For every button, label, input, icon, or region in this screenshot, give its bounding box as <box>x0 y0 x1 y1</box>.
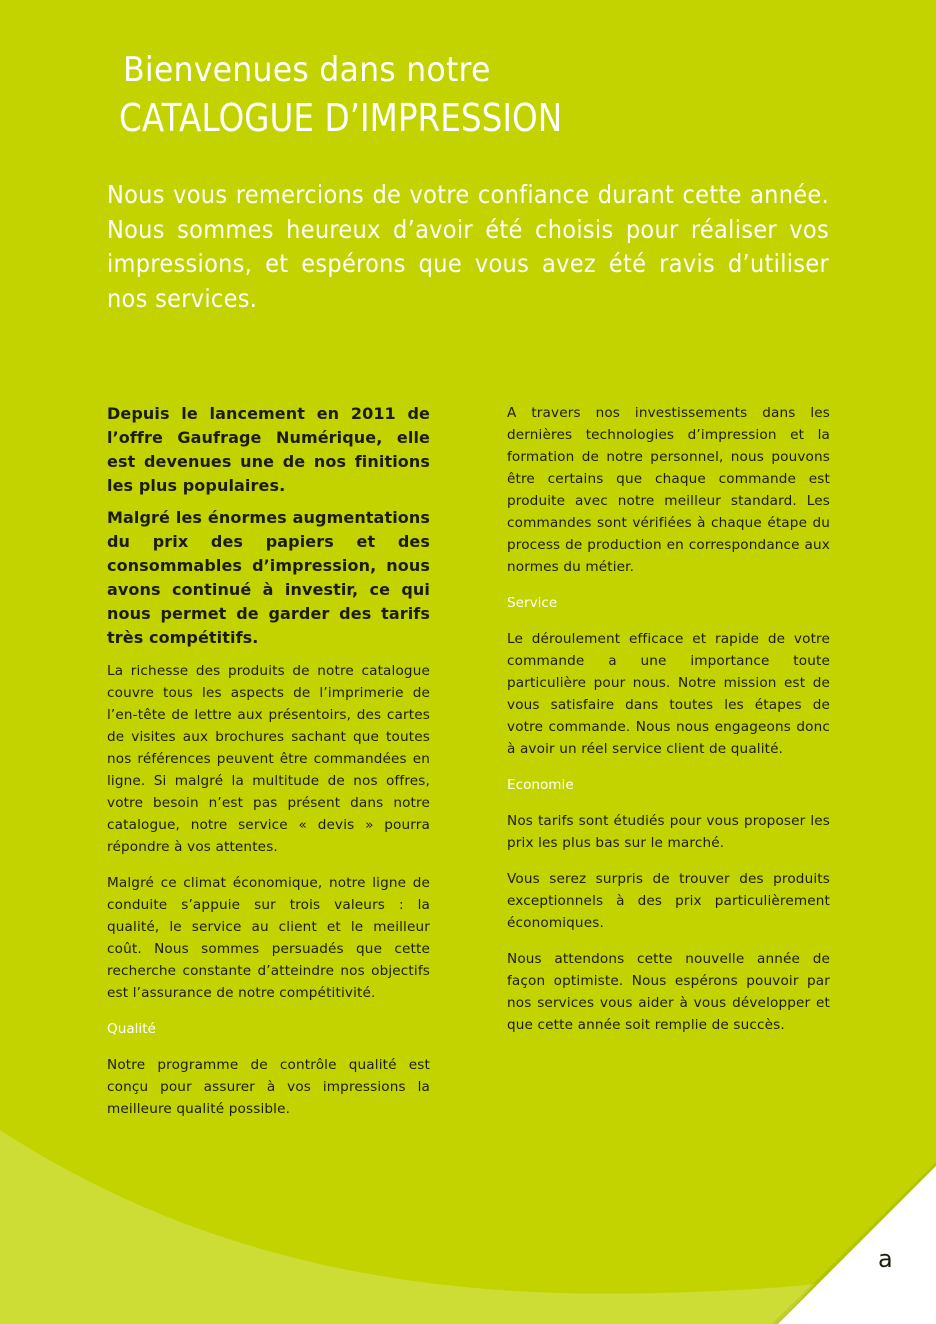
economy-paragraph-2: Vous serez surpris de trouver des produits exceptionnels à des prix particulièrement économiques. <box>507 871 830 931</box>
page-marker: a <box>878 1245 893 1273</box>
heading-economy: Economie <box>507 777 574 793</box>
heading-service: Service <box>507 595 558 611</box>
quality-paragraph: Notre programme de contrôle qualité est conçu pour assurer à vos impressions la meilleure qualité possible. <box>107 1057 430 1117</box>
economy-paragraph-1: Nos tarifs sont étudiés pour vous proposer les prix les plus bas sur le marché. <box>507 813 830 851</box>
catalogue-paragraph: La richesse des produits de notre catalogue couvre tous les aspects de l’imprimerie de l’en-tête de lettre aux présentoirs, des cartes de visites aux brochures sachant que toutes nos références peuvent être commandées en ligne. Si malgré la multitude de nos offres, votre besoin n’est pas présent dans notre catalogue, notre service « devis » pourra répondre à vos attentes. <box>107 663 430 855</box>
intro-paragraph: Nous vous remercions de votre confiance durant cette année. Nous sommes heureux d’avoir été choisis pour réaliser vos impressions, et espérons que vous avez été ravis d’utiliser nos services. <box>107 180 829 313</box>
title-line-1: Bienvenues dans notre <box>123 50 491 90</box>
left-column <box>107 402 430 1134</box>
investment-paragraph: A travers nos investissements dans les dernières technologies d’impression et la formation de notre personnel, nous pouvons être certains que chaque commande est produite avec notre meilleur standard. Les commandes sont vérifiées à chaque étape du process de production en correspondance aux normes du métier. <box>507 405 830 575</box>
right-column <box>507 402 830 1050</box>
values-paragraph: Malgré ce climat économique, notre ligne de conduite s’appuie sur trois valeurs : la qualité, le service au client et le meilleur coût. Nous sommes persuadés que cette recherche constante d’atteindre nos objectifs est l’assurance de notre compétitivité. <box>107 875 430 1001</box>
title-line-2: CATALOGUE D’IMPRESSION <box>119 96 563 140</box>
service-paragraph: Le déroulement efficace et rapide de votre commande a une importance toute particulière pour nous. Notre mission est de vous satisfaire dans toutes les étapes de votre commande. Nous nous engageons donc à avoir un réel service client de qualité. <box>507 631 830 757</box>
lead-paragraph-1: Depuis le lancement en 2011 de l’offre Gaufrage Numérique, elle est devenues une de nos finitions les plus populaires. <box>107 404 430 495</box>
closing-paragraph: Nous attendons cette nouvelle année de façon optimiste. Nous espérons pouvoir par nos services vous aider à vous développer et que cette année soit remplie de succès. <box>507 951 830 1033</box>
lead-paragraph-2: Malgré les énormes augmentations du prix des papiers et des consommables d’impression, nous avons continué à investir, ce qui nous permet de garder des tarifs très compétitifs. <box>107 508 430 647</box>
heading-quality: Qualité <box>107 1021 156 1037</box>
light-wave-band <box>0 1130 815 1324</box>
